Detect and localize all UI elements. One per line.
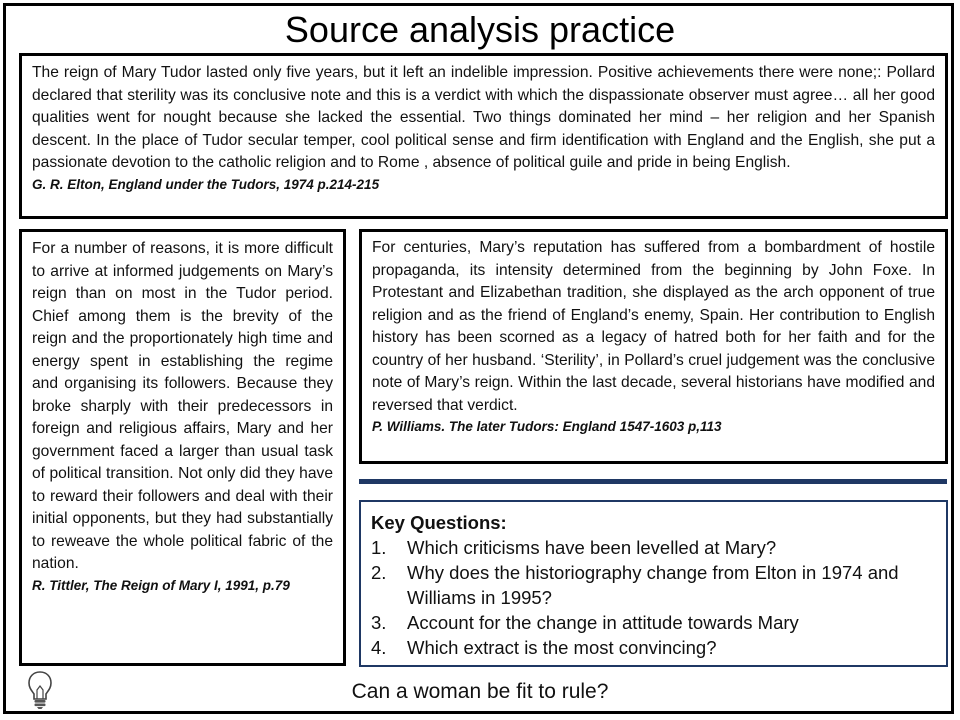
question-text: Which extract is the most convincing? [407, 637, 717, 658]
question-number: 3. [371, 612, 387, 633]
source-text-tittler: For a number of reasons, it is more difficult to arrive at informed judgements on Mary’s reign than on most in the Tudor period. Chief among them is the brevity of the reign and the proportionately high time and energy spent in establishing the regime and organising its followers. Because they broke sharply with their predecessors in foreign and religious affairs, Mary and her government faced a larger than usual task of political transition. Not only did they have to reward their followers and deal with their initial opponents, but they had substantially to reweave the whole political fabric of the nation. [32, 240, 333, 572]
source-citation-elton: G. R. Elton, England under the Tudors, 1974 p.214-215 [32, 176, 380, 192]
page-title: Source analysis practice [284, 9, 676, 50]
section-divider [359, 479, 947, 484]
source-citation-tittler: R. Tittler, The Reign of Mary I, 1991, p.79 [32, 577, 290, 593]
bottom-question: Can a woman be fit to rule? [351, 680, 609, 703]
question-text: Why does the historiography change from Elton in 1974 and Williams in 1995? [407, 562, 899, 608]
question-number: 1. [371, 537, 387, 558]
list-item [371, 635, 936, 660]
source-box-tittler [19, 229, 346, 666]
key-questions-list [371, 535, 936, 660]
source-citation-williams: P. Williams. The later Tudors: England 1547-1603 p,113 [372, 419, 722, 434]
question-number: 4. [371, 637, 387, 658]
key-questions-box [359, 500, 948, 667]
key-questions-heading: Key Questions: [371, 512, 507, 533]
source-text-williams: For centuries, Mary’s reputation has suffered from a bombardment of hostile propaganda, its intensity determined from the beginning by John Foxe. In Protestant and Elizabethan tradition, she displayed as the arch opponent of true religion and as the friend of England’s enemy, Spain. Her contribution to English history has been scorned as a legacy of hatred both for her faith and for the country of her husband. ‘Sterility’, in Pollard’s cruel judgement was the conclusive note of Mary’s reign. Within the last decade, several historians have modified and reversed that verdict. [372, 239, 935, 414]
question-number: 2. [371, 562, 387, 583]
list-item [371, 560, 936, 610]
source-box-williams [359, 229, 948, 464]
source-text-elton: The reign of Mary Tudor lasted only five years, but it left an indelible impression. Positive achievements there were none;: Pollard declared that sterility was its conclusive note and this is a verdict with which the dispassionate observer must agree… all her good qualities went for nought because she lacked the essential. Two things dominated her mind – her religion and her Spanish descent. In the place of Tudor secular temper, cool political sense and firm identification with England and the English, she put a passionate devotion to the catholic religion and to Rome , absence of political guile and pride in being English. [32, 64, 935, 171]
question-text: Account for the change in attitude towards Mary [407, 612, 799, 633]
question-text: Which criticisms have been levelled at Mary? [407, 537, 777, 558]
list-item [371, 535, 936, 560]
list-item [371, 610, 936, 635]
source-box-elton [19, 53, 948, 219]
